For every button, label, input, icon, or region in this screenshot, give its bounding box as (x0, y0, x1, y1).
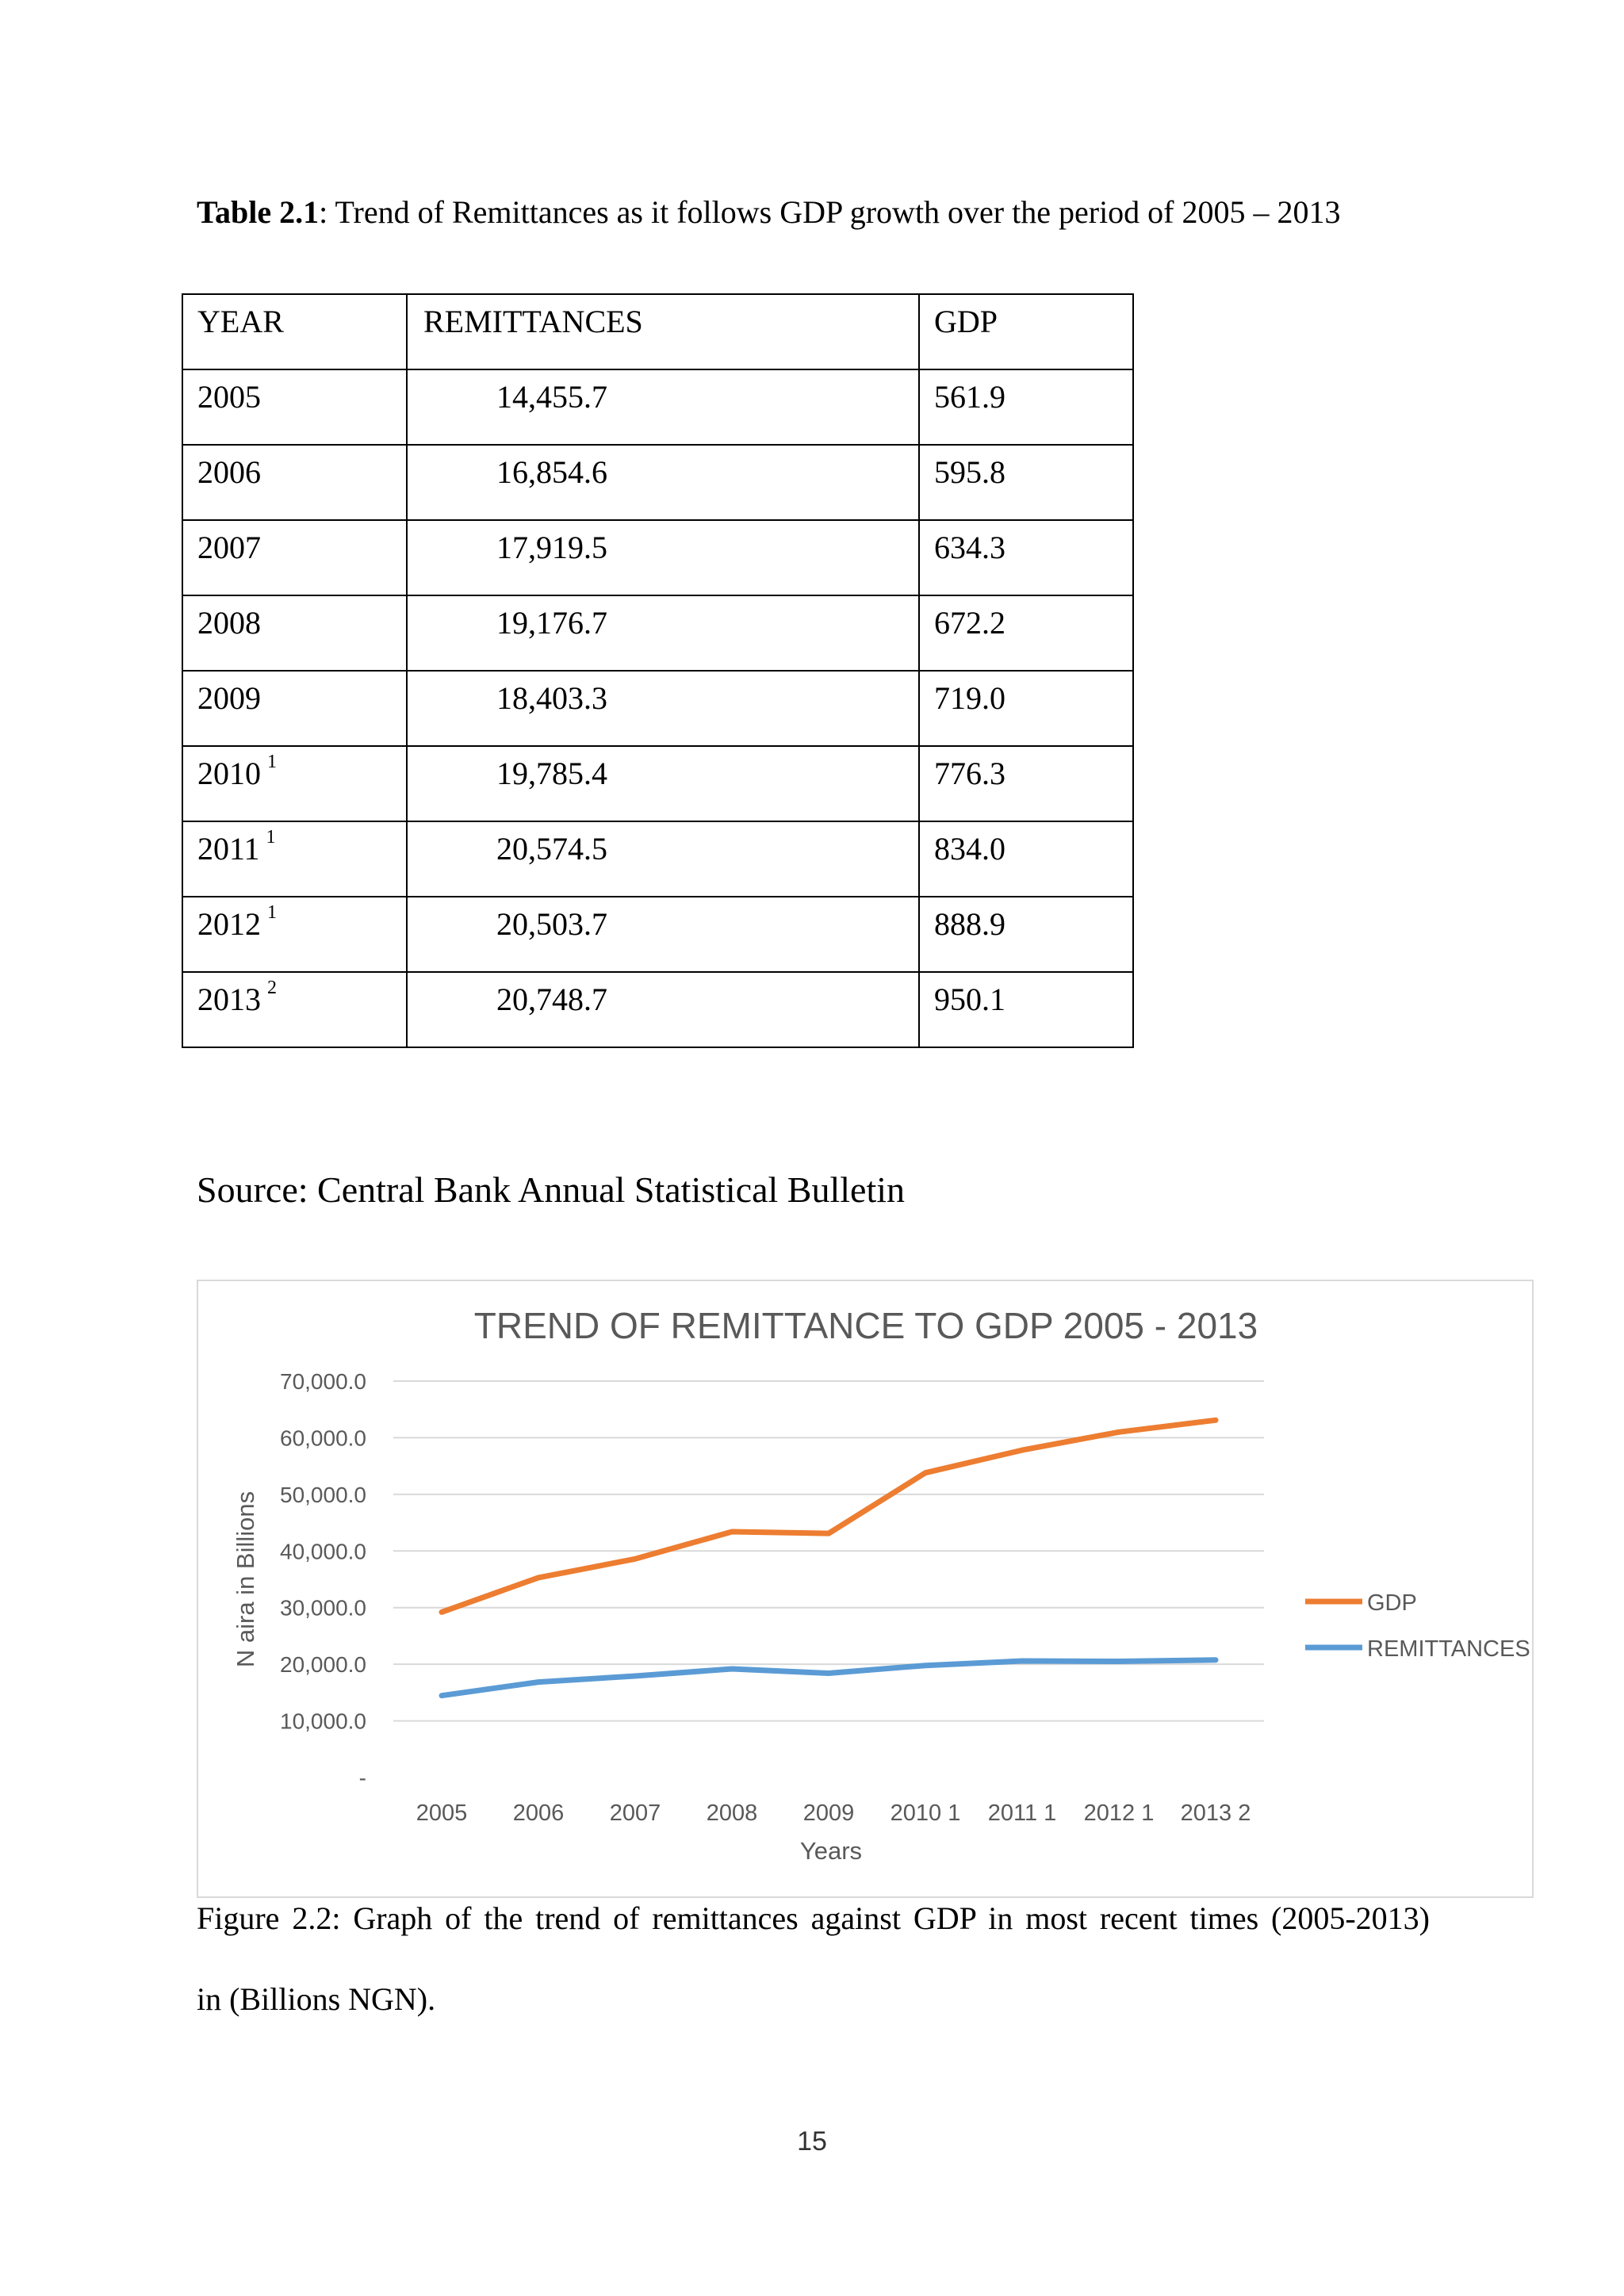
trend-chart (198, 1281, 1532, 1896)
y-axis-title: N aira in Billions (232, 1490, 259, 1668)
year-cell: 2012 (197, 906, 261, 942)
source-note: Source: Central Bank Annual Statistical Bulletin (197, 1169, 906, 1210)
table-row (182, 746, 1133, 821)
gdp-cell: 950.1 (934, 982, 1005, 1017)
gdp-cell: 561.9 (934, 379, 1005, 415)
y-tick-label: 70,000.0 (280, 1369, 366, 1394)
year-cell: 2011 (197, 831, 260, 867)
gdp-cell: 595.8 (934, 454, 1005, 490)
table-row (182, 821, 1133, 897)
year-cell: 2007 (197, 530, 261, 565)
table-caption-text: : Trend of Remittances as it follows GDP growth over the period of 2005 – 2013 (319, 194, 1341, 230)
y-tick-label: 60,000.0 (280, 1425, 366, 1451)
y-tick-label: 50,000.0 (280, 1482, 366, 1507)
chart-frame (197, 1280, 1534, 1898)
series-line-gdp (442, 1420, 1216, 1612)
gdp-cell: 776.3 (934, 756, 1005, 791)
table-row (182, 671, 1133, 746)
x-tick-label: 2006 (512, 1800, 565, 1826)
figure-caption-line-1: Figure 2.2: Graph of the trend of remittances against GDP in most recent times (2005-2013) (197, 1900, 1430, 1936)
table-row (182, 595, 1133, 671)
y-tick-label: 20,000.0 (280, 1652, 366, 1678)
remittances-cell: 19,176.7 (496, 605, 607, 641)
header-remittances: REMITTANCES (423, 304, 643, 339)
remittances-cell: 18,403.3 (496, 680, 607, 716)
remittances-cell: 16,854.6 (496, 454, 607, 490)
x-tick-label: 2009 (802, 1800, 855, 1826)
year-cell: 2009 (197, 680, 261, 716)
year-footnote-marker: 2 (267, 978, 277, 998)
year-footnote-marker: 1 (266, 827, 276, 848)
page-number: 15 (797, 2126, 827, 2156)
y-tick-label: 40,000.0 (280, 1539, 366, 1564)
x-tick-label: 2011 1 (987, 1800, 1057, 1826)
table-row (182, 972, 1133, 1047)
x-tick-label: 2008 (706, 1800, 758, 1826)
x-tick-label: 2012 1 (1083, 1800, 1155, 1826)
year-cell: 2006 (197, 454, 261, 490)
legend-label-remittances: REMITTANCES (1367, 1636, 1530, 1662)
table-row (182, 369, 1133, 445)
chart-title: TREND OF REMITTANCE TO GDP 2005 - 2013 (473, 1305, 1258, 1346)
y-tick-label: - (358, 1766, 366, 1790)
header-year: YEAR (197, 304, 284, 339)
gdp-cell: 888.9 (934, 906, 1005, 942)
series-line-remittances (442, 1660, 1216, 1696)
year-cell: 2008 (197, 605, 261, 641)
x-tick-label: 2005 (416, 1800, 468, 1826)
year-cell: 2005 (197, 379, 261, 415)
remittances-gdp-table (182, 293, 1134, 1048)
table-row (182, 520, 1133, 595)
table-caption (197, 193, 1341, 231)
gdp-cell: 634.3 (934, 530, 1005, 565)
x-tick-label: 2013 2 (1180, 1800, 1251, 1826)
year-footnote-marker: 1 (267, 902, 277, 923)
table-caption-label: Table 2.1 (197, 194, 320, 230)
year-cell: 2013 (197, 982, 261, 1017)
header-gdp: GDP (934, 304, 998, 339)
x-axis-title: Years (799, 1837, 863, 1865)
gdp-cell: 834.0 (934, 831, 1005, 867)
remittances-cell: 20,748.7 (496, 982, 607, 1017)
legend-label-gdp: GDP (1367, 1590, 1417, 1616)
year-cell: 2010 (197, 756, 261, 791)
table-header-row (182, 294, 1133, 369)
y-tick-label: 10,000.0 (280, 1709, 366, 1734)
remittances-cell: 14,455.7 (496, 379, 607, 415)
gdp-cell: 672.2 (934, 605, 1005, 641)
remittances-cell: 20,574.5 (496, 831, 607, 867)
x-tick-label: 2007 (609, 1800, 661, 1826)
remittances-cell: 20,503.7 (496, 906, 607, 942)
figure-caption-line-2: in (Billions NGN). (197, 1981, 436, 2017)
x-tick-label: 2010 1 (890, 1800, 961, 1826)
y-tick-label: 30,000.0 (280, 1595, 366, 1621)
remittances-cell: 17,919.5 (496, 530, 607, 565)
gdp-cell: 719.0 (934, 680, 1005, 716)
year-footnote-marker: 1 (267, 752, 277, 772)
table-row (182, 445, 1133, 520)
table-row (182, 897, 1133, 972)
remittances-cell: 19,785.4 (496, 756, 607, 791)
